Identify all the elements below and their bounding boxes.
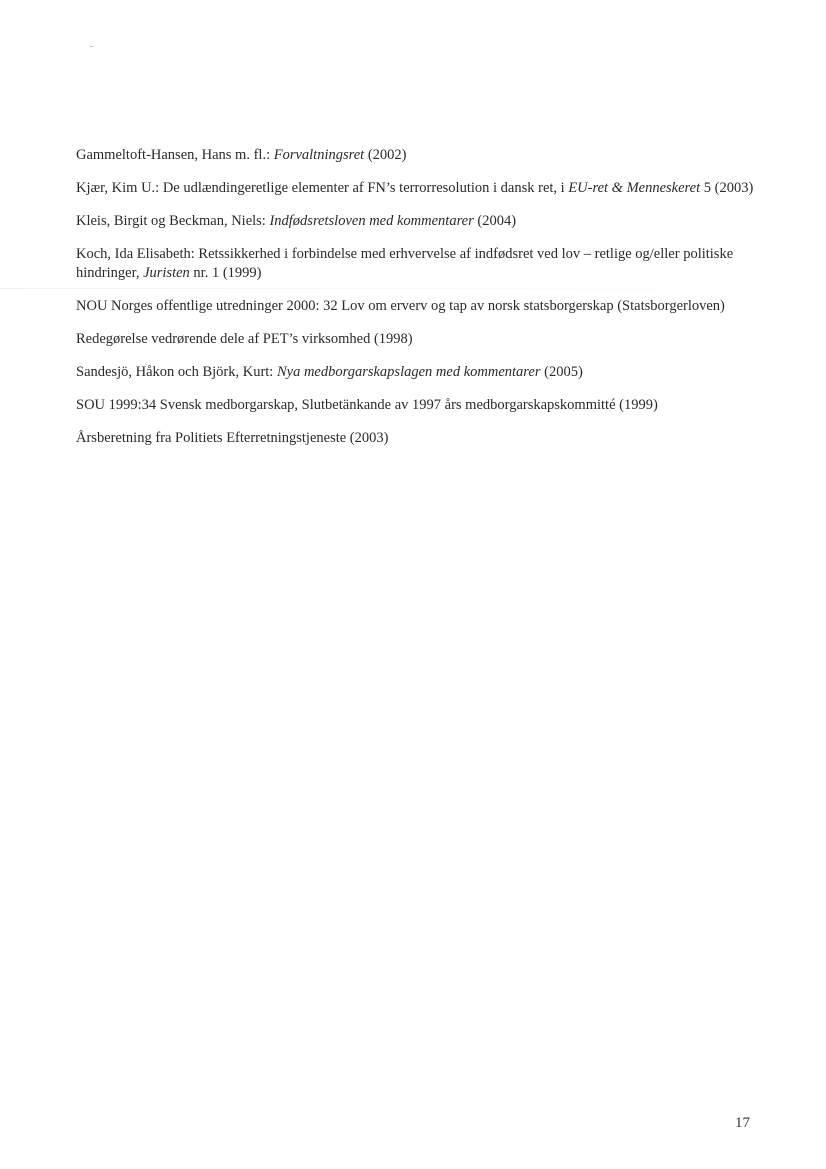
- entry-title: EU-ret & Menneskeret: [568, 180, 701, 196]
- scan-speck: [90, 46, 93, 47]
- entry-title: Nya medborgarskapslagen med kommentarer: [276, 364, 541, 380]
- bibliography-entry: [76, 297, 756, 316]
- bibliography-entry: [76, 245, 756, 283]
- entry-tail-text: (2004): [473, 213, 517, 229]
- entry-title: Indfødsretsloven med kommentarer: [269, 213, 474, 229]
- bibliography-entry: [76, 396, 756, 415]
- bibliography-entry: [76, 179, 756, 198]
- entry-text: SOU 1999:34 Svensk medborgarskap, Slutbetänkande av 1997 års medborgarskapskommitté (1999): [76, 397, 658, 413]
- entry-author-text: Kleis, Birgit og Beckman, Niels:: [76, 213, 270, 229]
- entry-author-text: Sandesjö, Håkon och Björk, Kurt:: [76, 364, 277, 380]
- entry-title: Juristen: [143, 265, 190, 281]
- entry-text: Redegørelse vedrørende dele af PET’s virksomhed (1998): [76, 331, 413, 347]
- entry-tail-text: (2002): [364, 147, 407, 163]
- entry-tail-text: (2005): [540, 364, 583, 380]
- entry-author-text: Koch, Ida Elisabeth: Retssikkerhed i forbindelse med erhvervelse af indfødsret ved lov – retlige og/eller politiske hindringer,: [76, 246, 734, 281]
- entry-text: Årsberetning fra Politiets Efterretningstjeneste (2003): [76, 430, 389, 446]
- bibliography-entry: [76, 363, 756, 382]
- entry-title: Forvaltningsret: [273, 147, 365, 163]
- page-number: 17: [735, 1115, 750, 1131]
- entry-tail-text: 5 (2003): [700, 180, 754, 196]
- entry-text: NOU Norges offentlige utredninger 2000: 32 Lov om erverv og tap av norsk statsborgerskap (Statsborgerloven): [76, 298, 725, 314]
- bibliography-entry: [76, 429, 756, 448]
- entry-author-text: Gammeltoft-Hansen, Hans m. fl.:: [76, 147, 274, 163]
- bibliography-entry: [76, 146, 756, 165]
- bibliography-list: [76, 146, 756, 462]
- bibliography-entry: [76, 330, 756, 349]
- entry-author-text: Kjær, Kim U.: De udlændingeretlige elementer af FN’s terrorresolution i dansk ret, i: [76, 180, 569, 196]
- entry-tail-text: nr. 1 (1999): [189, 265, 262, 281]
- bibliography-entry: [76, 212, 756, 231]
